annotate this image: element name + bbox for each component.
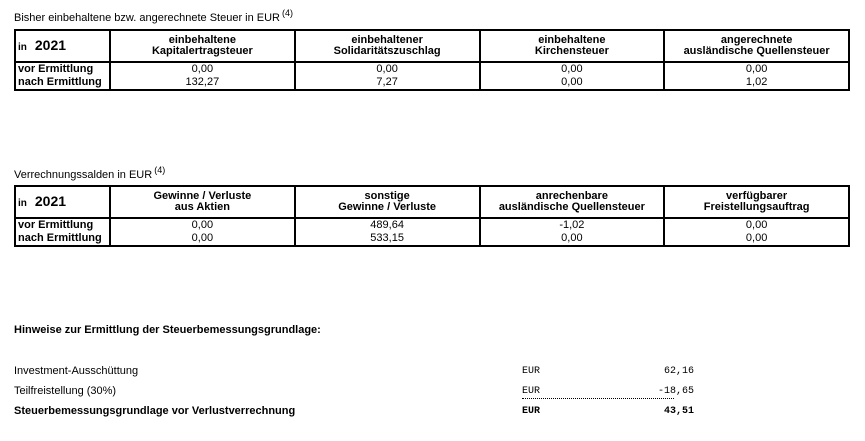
cell-value: -1,02 xyxy=(559,219,585,231)
cell-value: 0,00 xyxy=(561,76,583,88)
header-line: Gewinne / Verluste xyxy=(338,201,437,213)
calc-line-amount: 62,16 xyxy=(663,366,694,377)
values-cell xyxy=(295,62,480,90)
row-labels-cell xyxy=(15,62,110,90)
row-label: vor Ermittlung xyxy=(18,219,94,231)
cell-value: 7,27 xyxy=(376,76,398,88)
column-header xyxy=(480,30,665,62)
section1-footnote: (4) xyxy=(282,8,294,18)
values-cell xyxy=(480,218,665,246)
calc-line-label: Investment-Ausschüttung xyxy=(14,365,139,377)
cell-value: 1,02 xyxy=(745,76,768,88)
column-header xyxy=(664,30,849,62)
header-line: Kirchensteuer xyxy=(534,45,609,57)
header-line: angerechnete xyxy=(720,34,793,46)
cell-value: 132,27 xyxy=(185,76,220,88)
cell-value: 0,00 xyxy=(561,63,583,75)
year-value: 2021 xyxy=(34,36,67,53)
tax-table-header-row xyxy=(15,30,849,62)
cell-value: 0,00 xyxy=(191,63,214,75)
calc-line-tax-base xyxy=(14,405,694,421)
row-label: vor Ermittlung xyxy=(18,63,94,75)
calc-line-amount: -18,65 xyxy=(657,386,694,397)
section2-caption-text: Verrechnungssalden in EUR xyxy=(14,169,153,181)
sum-separator-line xyxy=(522,398,674,399)
header-line: einbehaltene xyxy=(168,34,236,46)
header-line: sonstige xyxy=(364,190,410,202)
cell-value: 0,00 xyxy=(561,232,583,244)
calc-line-distribution xyxy=(14,365,694,381)
values-cell xyxy=(295,218,480,246)
header-line: Solidaritätszuschlag xyxy=(333,45,441,57)
calc-line-partial-exemption xyxy=(14,385,694,401)
calc-line-currency: EUR xyxy=(522,406,541,417)
cell-value: 0,00 xyxy=(376,63,398,75)
calc-line-currency: EUR xyxy=(522,366,541,377)
row-label: nach Ermittlung xyxy=(18,232,102,244)
cell-value: 0,00 xyxy=(745,232,768,244)
row-labels-cell xyxy=(15,218,110,246)
header-line: Kapitalertragsteuer xyxy=(151,45,253,57)
column-header xyxy=(664,186,849,218)
header-line: ausländische Quellensteuer xyxy=(683,45,830,57)
balances-table-header-row xyxy=(15,186,849,218)
calc-line-currency: EUR xyxy=(522,386,541,397)
section2-caption xyxy=(14,165,165,181)
column-header xyxy=(110,186,295,218)
column-header xyxy=(110,30,295,62)
year-value: 2021 xyxy=(34,192,67,209)
cell-value: 489,64 xyxy=(370,219,404,231)
header-line: aus Aktien xyxy=(174,201,230,213)
section1-caption-text: Bisher einbehaltene bzw. angerechnete Steuer in EUR xyxy=(14,12,281,24)
balances-table xyxy=(14,185,850,247)
header-line: anrechenbare xyxy=(535,190,608,202)
column-header xyxy=(295,186,480,218)
header-line: Freistellungsauftrag xyxy=(703,201,810,213)
section1-caption xyxy=(14,8,293,24)
header-line: Gewinne / Verluste xyxy=(153,190,252,202)
cell-value: 0,00 xyxy=(191,232,214,244)
year-prefix: in xyxy=(18,41,27,53)
cell-value: 0,00 xyxy=(191,219,214,231)
hinweise-title: Hinweise zur Ermittlung der Steuerbemessungsgrundlage: xyxy=(14,324,321,336)
tax-table-year-cell xyxy=(15,30,110,62)
column-header xyxy=(480,186,665,218)
calc-line-label: Teilfreistellung (30%) xyxy=(14,385,117,397)
calc-line-amount: 43,51 xyxy=(663,406,694,417)
balances-table-body-row xyxy=(15,218,849,246)
values-cell xyxy=(664,62,849,90)
header-line: einbehaltene xyxy=(538,34,606,46)
values-cell xyxy=(480,62,665,90)
cell-value: 0,00 xyxy=(745,219,768,231)
cell-value: 0,00 xyxy=(745,63,768,75)
year-prefix: in xyxy=(18,197,27,209)
values-cell xyxy=(110,218,295,246)
tax-table xyxy=(14,29,850,91)
cell-value: 533,15 xyxy=(370,232,404,244)
header-line: verfügbarer xyxy=(726,190,788,202)
column-header xyxy=(295,30,480,62)
values-cell xyxy=(664,218,849,246)
tax-table-body-row xyxy=(15,62,849,90)
header-line: ausländische Quellensteuer xyxy=(498,201,645,213)
row-label: nach Ermittlung xyxy=(18,76,102,88)
calc-line-label: Steuerbemessungsgrundlage vor Verlustverrechnung xyxy=(14,405,296,417)
balances-table-year-cell xyxy=(15,186,110,218)
section2-footnote: (4) xyxy=(154,165,166,175)
values-cell xyxy=(110,62,295,90)
header-line: einbehaltener xyxy=(351,34,423,46)
